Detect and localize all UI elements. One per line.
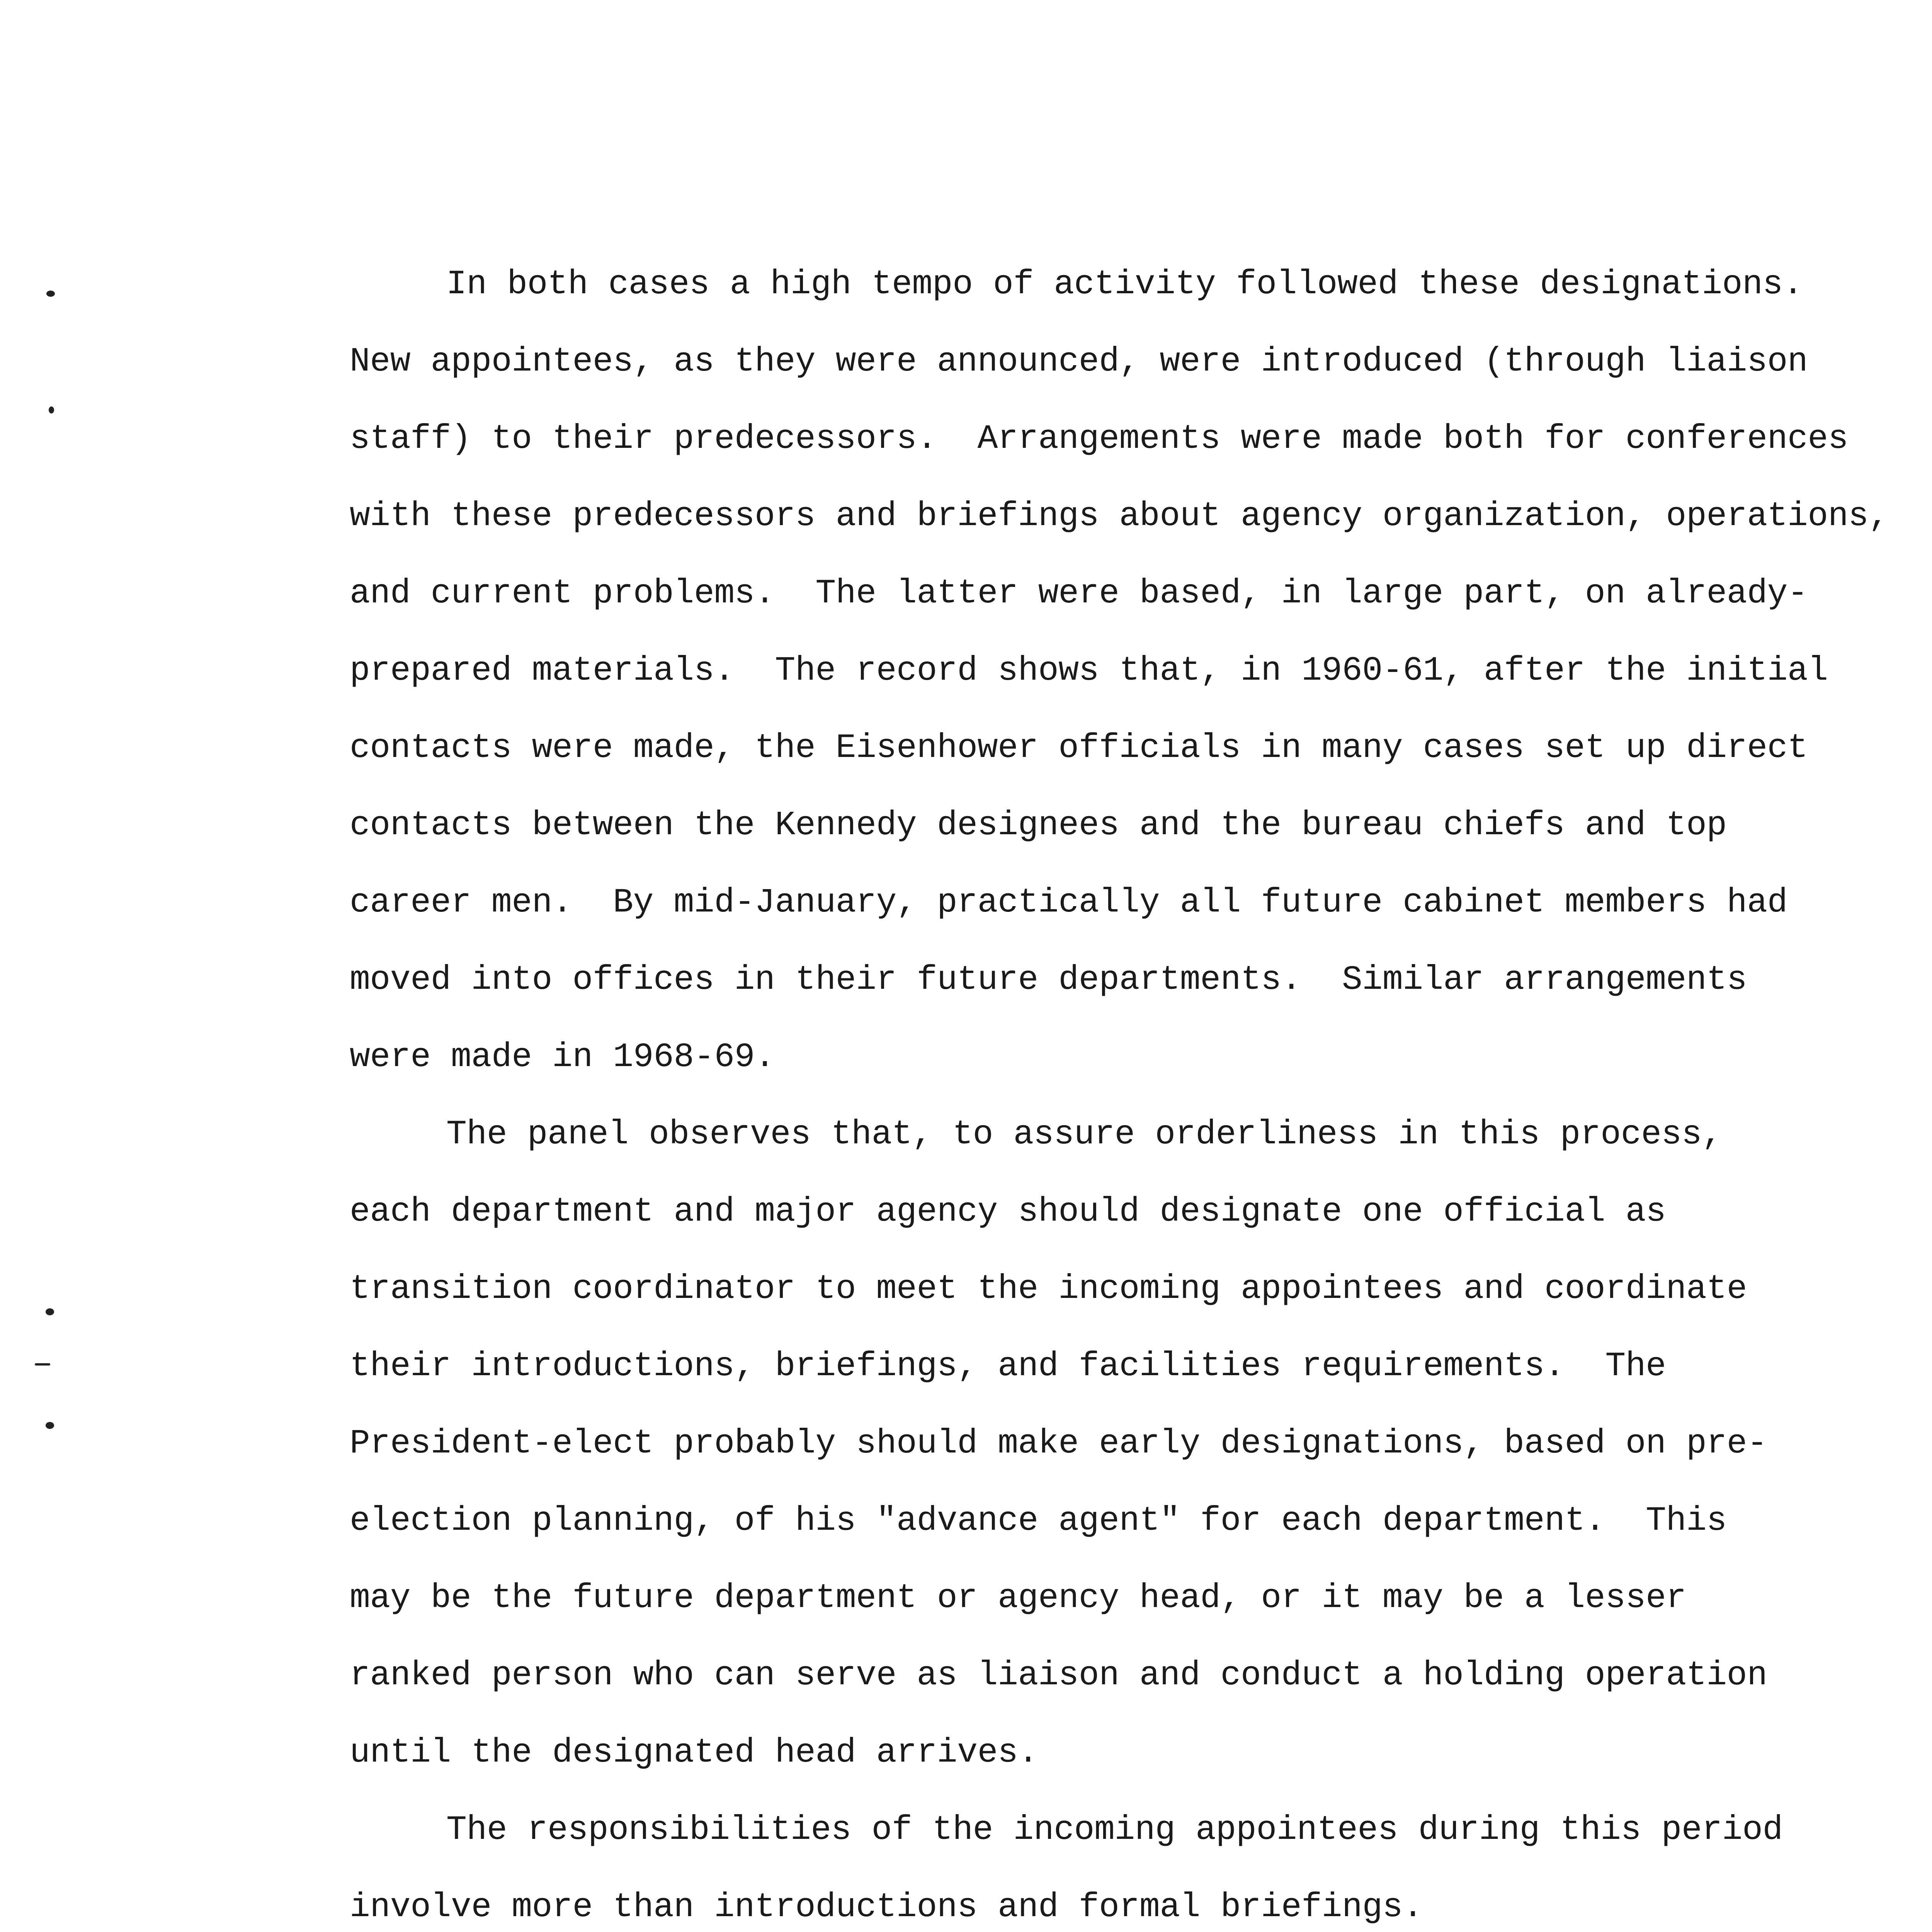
text-line: with these predecessors and briefings about agency organization, operations, xyxy=(350,497,1889,536)
scan-mark xyxy=(46,1308,54,1315)
text-line: career men. By mid-January, practically all future cabinet members had xyxy=(350,884,1788,922)
text-line: The responsibilities of the incoming appointees during this period xyxy=(446,1811,1783,1849)
text-line: moved into offices in their future departments. Similar arrangements xyxy=(350,961,1747,999)
scan-mark xyxy=(35,1363,50,1366)
text-line: involve more than introductions and formal briefings. xyxy=(350,1888,1423,1927)
scan-mark xyxy=(46,1422,54,1429)
text-line: The panel observes that, to assure orderliness in this process, xyxy=(446,1116,1722,1154)
text-line: In both cases a high tempo of activity followed these designations. xyxy=(446,265,1803,304)
text-line: contacts were made, the Eisenhower officials in many cases set up direct xyxy=(350,729,1808,767)
text-line: contacts between the Kennedy designees and the bureau chiefs and top xyxy=(350,806,1727,845)
text-line: each department and major agency should designate one official as xyxy=(350,1193,1666,1231)
text-line: transition coordinator to meet the incoming appointees and coordinate xyxy=(350,1270,1747,1308)
text-line: until the designated head arrives. xyxy=(350,1734,1038,1772)
text-line: and current problems. The latter were based, in large part, on already- xyxy=(350,575,1808,613)
text-line: their introductions, briefings, and facilities requirements. The xyxy=(350,1347,1666,1386)
text-line: ranked person who can serve as liaison and conduct a holding operation xyxy=(350,1656,1767,1695)
text-line: election planning, of his "advance agent" for each department. This xyxy=(350,1502,1727,1540)
text-line: may be the future department or agency head, or it may be a lesser xyxy=(350,1579,1686,1617)
text-line: New appointees, as they were announced, were introduced (through liaison xyxy=(350,343,1808,381)
text-line: President-elect probably should make early designations, based on pre- xyxy=(350,1425,1767,1463)
text-line: prepared materials. The record shows that, in 1960-61, after the initial xyxy=(350,652,1828,690)
text-line: staff) to their predecessors. Arrangements were made both for conferences xyxy=(350,420,1849,458)
scan-mark xyxy=(46,291,55,297)
scan-mark xyxy=(49,406,54,413)
text-line: were made in 1968-69. xyxy=(350,1038,775,1077)
